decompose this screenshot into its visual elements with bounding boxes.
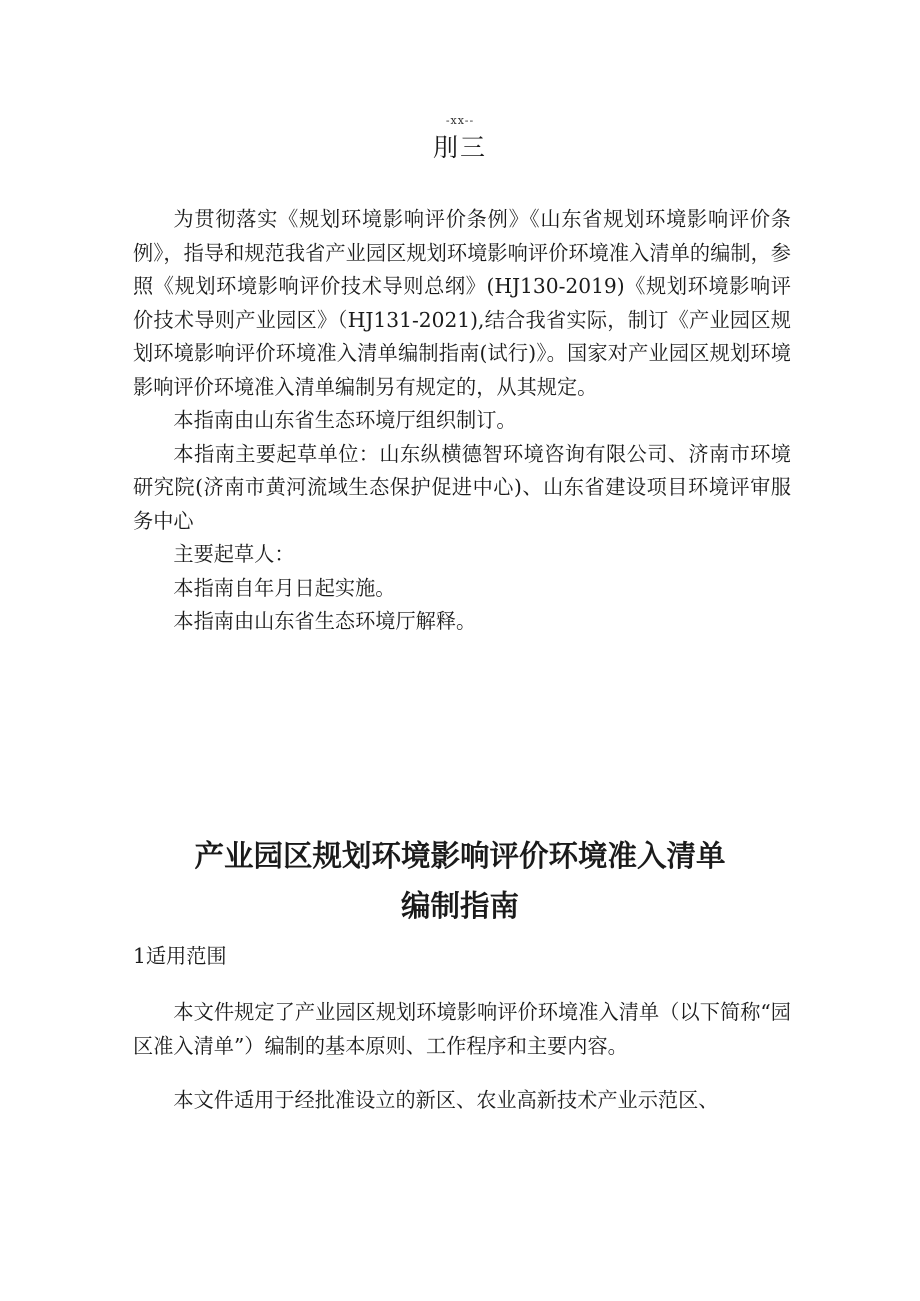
preface-heading: 刖三 bbox=[432, 133, 487, 162]
section-paragraph: 本文件规定了产业园区规划环境影响评价环境准入清单（以下简称“园区准入清单”）编制的基本原则、工作程序和主要内容。 bbox=[133, 1000, 791, 1058]
section-paragraph: 本文件适用于经批准设立的新区、农业高新技术产业示范区、 bbox=[173, 1088, 719, 1112]
document-title-line: 编制指南 bbox=[400, 889, 519, 923]
preface-paragraph: 本指南自年月日起实施。 bbox=[173, 575, 396, 600]
section-body bbox=[133, 996, 791, 1118]
document-title-line: 产业园区规划环境影响评价环境准入清单 bbox=[194, 839, 726, 873]
preface-body bbox=[133, 203, 791, 639]
page-marker: -xx-- bbox=[445, 114, 475, 127]
paragraph-gap bbox=[133, 1063, 791, 1084]
document-title bbox=[0, 831, 920, 931]
preface-paragraph: 为贯彻落实《规划环境影响评价条例》《山东省规划环境影响评价条例》，指导和规范我省产业园区规划环境影响评价环境准入清单的编制，参照《规划环境影响评价技术导则总纲》(HJ130-2019)《规划环境影响评价技术导则产业园区》（HJ131-2021),结合我省实际，制订《产业园区规划环境影响评价环境准入清单编制指南(试行)》。国家对产业园区规划环境影响评价环境准入清单编制另有规定的，从其规定。 bbox=[133, 207, 791, 399]
preface-paragraph: 本指南由山东省生态环境厅解释。 bbox=[173, 609, 477, 633]
preface-paragraph: 本指南主要起草单位：山东纵横德智环境咨询有限公司、济南市环境研究院(济南市黄河流域生态保护促进中心)、山东省建设项目环境评审服务中心 bbox=[133, 441, 791, 533]
section-heading: 1适用范围 bbox=[133, 944, 227, 968]
preface-paragraph: 本指南由山东省生态环境厅组织制订。 bbox=[173, 408, 517, 432]
preface-paragraph: 主要起草人： bbox=[173, 542, 295, 566]
